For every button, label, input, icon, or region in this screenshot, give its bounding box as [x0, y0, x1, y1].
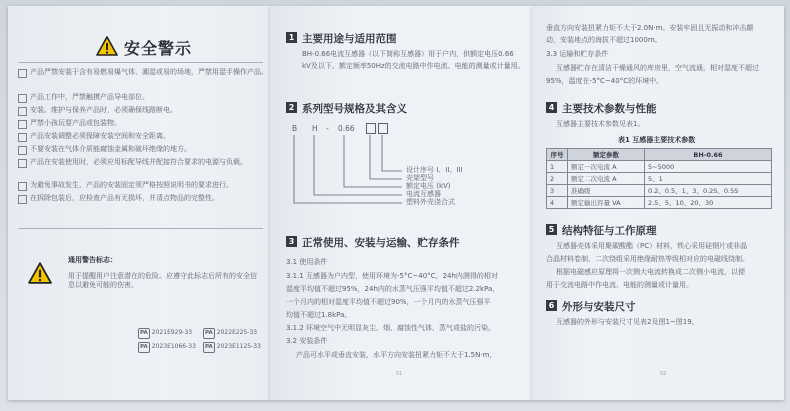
paragraph: 合晶材料卷制，二次绕组采用绝缘耐热等级相对应的电磁线绕制。: [546, 255, 749, 263]
cert-badge: PA: [138, 328, 150, 339]
section-title: 结构特征与工作原理: [562, 225, 657, 237]
paragraph: 产品可水平或垂直安装，水平方向安装扭紧力矩不大于1.5N·m，: [296, 351, 497, 359]
spec-table: [546, 148, 772, 209]
warning-item: 严禁小孩玩耍产品或包装物。: [30, 119, 121, 127]
model-code-part: -: [326, 124, 329, 133]
paragraph: 垂直方向安装扭紧力矩不大于2.0N·m。安装牢固且无振动和冲击颠: [546, 24, 754, 32]
model-code-label: 塑料外壳浇合式: [406, 198, 455, 206]
model-code-part: H: [312, 124, 318, 133]
table-cell: 额定一次电流 A: [568, 161, 645, 173]
model-code-label: 设计序号 I、II、III: [406, 166, 463, 174]
model-code-leader-lines: [270, 6, 532, 206]
cert-entry: [203, 342, 261, 353]
subsection-title: 3.3 运输和贮存条件: [546, 50, 609, 58]
page-number: 01: [396, 371, 403, 377]
warning-item: 安装、维护与保养产品时，必须确保线路断电。: [30, 106, 177, 114]
table-cell: 4: [547, 197, 568, 209]
table-header-row: [547, 149, 772, 161]
warning-item: 产品严禁安装于含有易燃易爆气体、潮湿或易的场地，严禁用湿手操作产品。: [30, 68, 268, 76]
cert-code: 2023E1066-33: [151, 343, 196, 350]
table-cell: 准确级: [568, 185, 645, 197]
table-row: [547, 161, 772, 173]
warning-triangle-icon: [96, 36, 118, 56]
manual-page-right: [532, 6, 784, 400]
checkbox-icon: [18, 107, 27, 116]
section-number: 6: [546, 300, 557, 311]
table-cell: 1: [547, 161, 568, 173]
table-header: BH-0.66: [645, 149, 772, 161]
model-code-part: B: [292, 124, 298, 133]
section-title: 外形与安装尺寸: [562, 301, 636, 313]
paragraph: 湿度平均值不超过95%，24h内的水蒸气压强平均值不超过2.2kPa，: [286, 285, 500, 293]
table-cell: 3: [547, 185, 568, 197]
section-number: 3: [286, 236, 297, 247]
manual-page-left: [8, 6, 270, 400]
cert-code: 2022E225-33: [216, 329, 258, 336]
section-number: 5: [546, 224, 557, 235]
paragraph: 互感器贮存在清洁干燥通风的库房里，空气流通，相对湿度不超过: [556, 64, 759, 72]
model-code-label: 壳架型号: [406, 174, 434, 182]
warning-item: 产品安装调整必须保障安装空间和安全距离。: [30, 132, 170, 140]
warning-item: 产品在安装使用时，必须应用标配导线并配接符合要求的电源与负载。: [30, 158, 247, 166]
table-title: 表1 互感器主要技术参数: [618, 136, 696, 144]
section-title: 系列型号规格及其含义: [302, 103, 407, 115]
paragraph: 互感器主要技术参数见表1。: [556, 120, 645, 128]
table-cell: 5、1: [645, 173, 772, 185]
paragraph: 动，安装地点的海拔不超过1000m。: [546, 36, 662, 44]
subsection-title: 3.1 使用条件: [286, 258, 328, 266]
cert-entry: [203, 328, 257, 339]
cert-entry: [138, 342, 196, 353]
warning-item: 在拆除包装后，应检查产品有无损坏，并清点物品的完整性。: [30, 194, 219, 202]
paragraph: 3.1.1 互感器为户内型，使用环境为-5°C~40°C，24h内测得的相对: [286, 272, 498, 280]
page-number: 02: [660, 371, 667, 377]
checkbox-icon: [18, 69, 27, 78]
table-row: [547, 197, 772, 209]
section-number: 2: [286, 102, 297, 113]
checkbox-icon: [18, 195, 27, 204]
paragraph: BH-0.66电流互感器（以下简称互感器）用于户内，供额定电压0.66: [302, 50, 514, 58]
cert-entry: [138, 328, 192, 339]
paragraph: 3.1.2 环境空气中无明显灰尘、烟、腐蚀性气体、蒸气或盐的污染。: [286, 324, 496, 332]
paragraph: 互感器的外形与安装尺寸见表2及图1~图19。: [556, 318, 699, 326]
table-cell: 额定输出容量 VA: [568, 197, 645, 209]
table-cell: 0.2、0.5、1、3、0.2S、0.5S: [645, 185, 772, 197]
cert-badge: PA: [203, 328, 215, 339]
table-row: [547, 173, 772, 185]
paragraph: kV及以下、额定频率50Hz的交流电路中作电流、电能的测量或计量用。: [302, 62, 525, 70]
table-row: [547, 185, 772, 197]
section-number: 4: [546, 102, 557, 113]
section-number: 1: [286, 32, 297, 43]
section-title: 主要用途与适用范围: [302, 33, 397, 45]
checkbox-icon: [18, 146, 27, 155]
notice-title: 通用警告标志：: [68, 256, 117, 264]
warning-item: 为避免事故发生，产品的安装固定须严格按照说明书的要求进行。: [30, 181, 233, 189]
subsection-title: 3.2 安装条件: [286, 337, 328, 345]
cert-code: 2023E1125-33: [216, 343, 261, 350]
cert-code: 2021E929-33: [151, 329, 193, 336]
table-header: 额定参数: [568, 149, 645, 161]
paragraph: 95%，温度在-5°C~40°C的环境中。: [546, 77, 664, 85]
checkbox-icon: [18, 182, 27, 191]
model-code-part: 0.66: [338, 124, 355, 133]
safety-warning-title: 安全警示: [124, 39, 193, 58]
notice-text: 用于提醒用户注意潜在的危险。应遵守此标志后所有的安全信息以避免可能的伤害。: [68, 272, 257, 289]
paragraph: 一个月内的相对湿度平均值不超过90%，一个月内的水蒸气压强平: [286, 298, 491, 306]
table-cell: 额定二次电流 A: [568, 173, 645, 185]
section-title: 主要技术参数与性能: [562, 103, 657, 115]
cert-badge: PA: [138, 342, 150, 353]
table-cell: 2: [547, 173, 568, 185]
cert-badge: PA: [203, 342, 215, 353]
paragraph: 互感器壳体采用聚碳酸酯（PC）材料，铁心采用硅钢片或非晶: [556, 242, 748, 250]
warning-item: 不要安装在气体介质能腐蚀金属和破坏绝缘的地方。: [30, 145, 191, 153]
checkbox-icon: [18, 159, 27, 168]
section-title: 正常使用、安装与运输、贮存条件: [302, 237, 460, 249]
checkbox-icon: [18, 120, 27, 129]
paragraph: 根据电磁感应原理将一次侧大电流转换成二次侧小电流，以便: [556, 268, 745, 276]
warning-item: 产品工作中，严禁触摸产品导电部位。: [30, 93, 149, 101]
warning-triangle-icon: [28, 262, 52, 284]
table-header: 序号: [547, 149, 568, 161]
checkbox-icon: [18, 133, 27, 142]
table-cell: 2.5、5、10、20、30: [645, 197, 772, 209]
divider: [18, 62, 263, 63]
paragraph: 用于交流电路中作电流、电能的测量或计量用。: [546, 281, 693, 289]
model-code-label: 额定电压 (kV): [406, 182, 451, 190]
table-cell: 5~5000: [645, 161, 772, 173]
manual-page-middle: [270, 6, 532, 400]
checkbox-icon: [18, 94, 27, 103]
model-code-label: 电流互感器: [406, 190, 441, 198]
paragraph: 均值不超过1.8kPa。: [286, 311, 352, 319]
divider: [18, 228, 263, 229]
